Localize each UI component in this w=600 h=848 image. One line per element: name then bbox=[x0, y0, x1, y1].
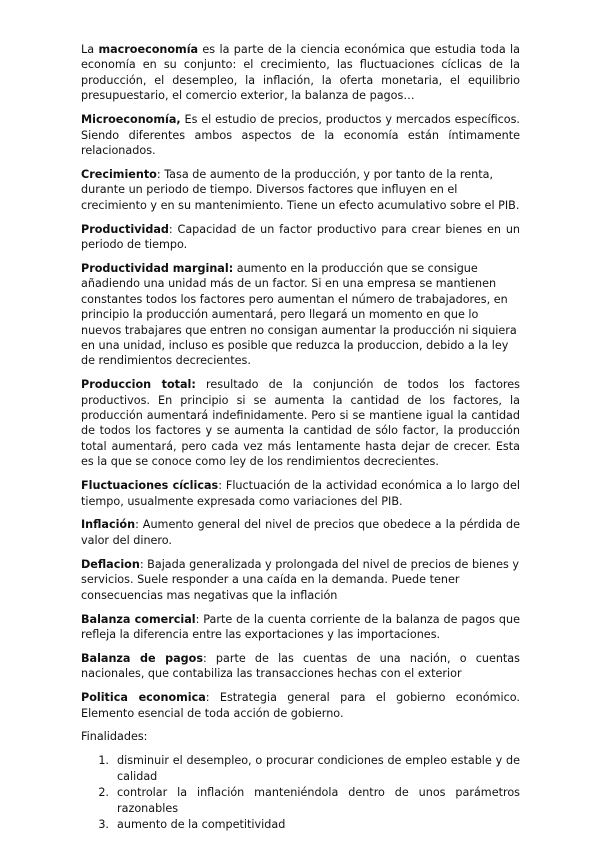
definition-crecimiento: : Tasa de aumento de la producción, y por tanto de la renta, durante un periodo de tiempo. Diversos factores que influyen en el crecimiento y en su mantenimiento. Tiene un efecto acumulativo sobre el PIB. bbox=[81, 167, 520, 212]
paragraph-crecimiento bbox=[81, 167, 520, 213]
document-page bbox=[81, 42, 520, 833]
definition-macroeconomia: es la parte de la ciencia económica que estudia toda la economía en su conjunto: el crecimiento, las fluctuaciones cíclicas de la producción, el desempleo, la inflación, la oferta monetaria, el equilibrio presupuestario, el comercio exterior, la balanza de pagos… bbox=[81, 43, 520, 103]
paragraph-produccion-total bbox=[81, 377, 520, 469]
list-item-text: aumento de la competitividad bbox=[117, 817, 286, 831]
list-item bbox=[81, 785, 520, 816]
definition-productividad-marginal: aumento en la producción que se consigue añadiendo una unidad más de un factor. Si en una empresa se mantienen constantes todos los factores pero aumentan el número de trabajadores, en principio la producción aumentará, pero llegará un momento en que lo nuevos trabajares que entren no consigan aumentar la producción ni siquiera en una unidad, incluso es posible que reduzca la produccion, debido a la ley de rendimientos decrecientes. bbox=[81, 261, 517, 368]
paragraph-macroeconomia bbox=[81, 42, 520, 104]
paragraph-fluctuaciones-ciclicas bbox=[81, 478, 520, 509]
paragraph-balanza-comercial bbox=[81, 612, 520, 643]
paragraph-productividad bbox=[81, 222, 520, 253]
paragraph-prefix: La bbox=[81, 43, 99, 56]
list-item-text: controlar la inflación manteniéndola dentro de unos parámetros razonables bbox=[117, 786, 520, 815]
list-item-number: 1. bbox=[98, 754, 109, 768]
definition-productividad: : Capacidad de un factor productivo para crear bienes en un periodo de tiempo. bbox=[81, 222, 520, 251]
definition-balanza-comercial: : Parte de la cuenta corriente de la balanza de pagos que refleja la diferencia entre las exportaciones y las importaciones. bbox=[81, 612, 521, 641]
list-item bbox=[81, 817, 520, 832]
term-crecimiento: Crecimiento bbox=[81, 167, 157, 181]
definition-microeconomia: Es el estudio de precios, productos y mercados específicos. Siendo diferentes ambos aspectos de la economía están íntimamente relacionados. bbox=[81, 113, 520, 157]
term-balanza-de-pagos: Balanza de pagos bbox=[81, 651, 203, 665]
term-produccion-total: Produccion total: bbox=[81, 378, 196, 392]
term-inflacion: Inflación bbox=[81, 518, 136, 532]
list-item-text: disminuir el desempleo, o procurar condiciones de empleo estable y de calidad bbox=[117, 754, 520, 783]
finalidades-heading: Finalidades: bbox=[81, 730, 148, 744]
term-deflacion: Deflacion bbox=[81, 557, 140, 571]
paragraph-microeconomia bbox=[81, 112, 520, 158]
term-fluctuaciones-ciclicas: Fluctuaciones cíclicas bbox=[81, 479, 219, 493]
definition-balanza-de-pagos: : parte de las cuentas de una nación, o cuentas nacionales, que contabiliza las transacciones hechas con el exterior bbox=[81, 651, 520, 681]
paragraph-productividad-marginal bbox=[81, 261, 520, 369]
term-productividad: Productividad bbox=[81, 222, 169, 236]
list-item-number: 3. bbox=[98, 817, 109, 831]
list-item-number: 2. bbox=[98, 786, 109, 800]
definition-politica-economica: : Estrategia general para el gobierno económico. Elemento esencial de toda acción de gobierno. bbox=[81, 691, 520, 720]
definition-inflacion: : Aumento general del nivel de precios que obedece a la pérdida de valor del dinero. bbox=[81, 518, 520, 547]
term-balanza-comercial: Balanza comercial bbox=[81, 612, 196, 626]
term-microeconomia: Microeconomía, bbox=[81, 113, 181, 127]
paragraph-politica-economica bbox=[81, 690, 520, 721]
term-politica-economica: Politica economica bbox=[81, 691, 206, 705]
paragraph-deflacion bbox=[81, 557, 520, 603]
list-item bbox=[81, 753, 520, 784]
definition-fluctuaciones-ciclicas: : Fluctuación de la actividad económica a lo largo del tiempo, usualmente expresada como variaciones del PIB. bbox=[81, 479, 520, 508]
term-macroeconomia: macroeconomía bbox=[98, 43, 199, 56]
paragraph-balanza-de-pagos bbox=[81, 651, 520, 682]
term-productividad-marginal: Productividad marginal: bbox=[81, 261, 234, 275]
definition-produccion-total: resultado de la conjunción de todos los factores productivos. En principio si se aumenta la cantidad de los factores, la producción aumentará indefinidamente. Pero si se mantiene igual la cantidad de todos los factores y se aumenta la cantidad de sólo factor, la producción total aumentará, pero cada vez más lentamente hasta dejar de crecer. Esta es la que se conoce como ley de los rendimientos decrecientes. bbox=[81, 378, 521, 469]
definition-deflacion: : Bajada generalizada y prolongada del nivel de precios de bienes y servicios. Suele responder a una caída en la demanda. Puede tener consecuencias mas negativas que la inflación bbox=[81, 557, 520, 602]
finalidades-list bbox=[81, 753, 520, 832]
paragraph-inflacion bbox=[81, 517, 520, 548]
